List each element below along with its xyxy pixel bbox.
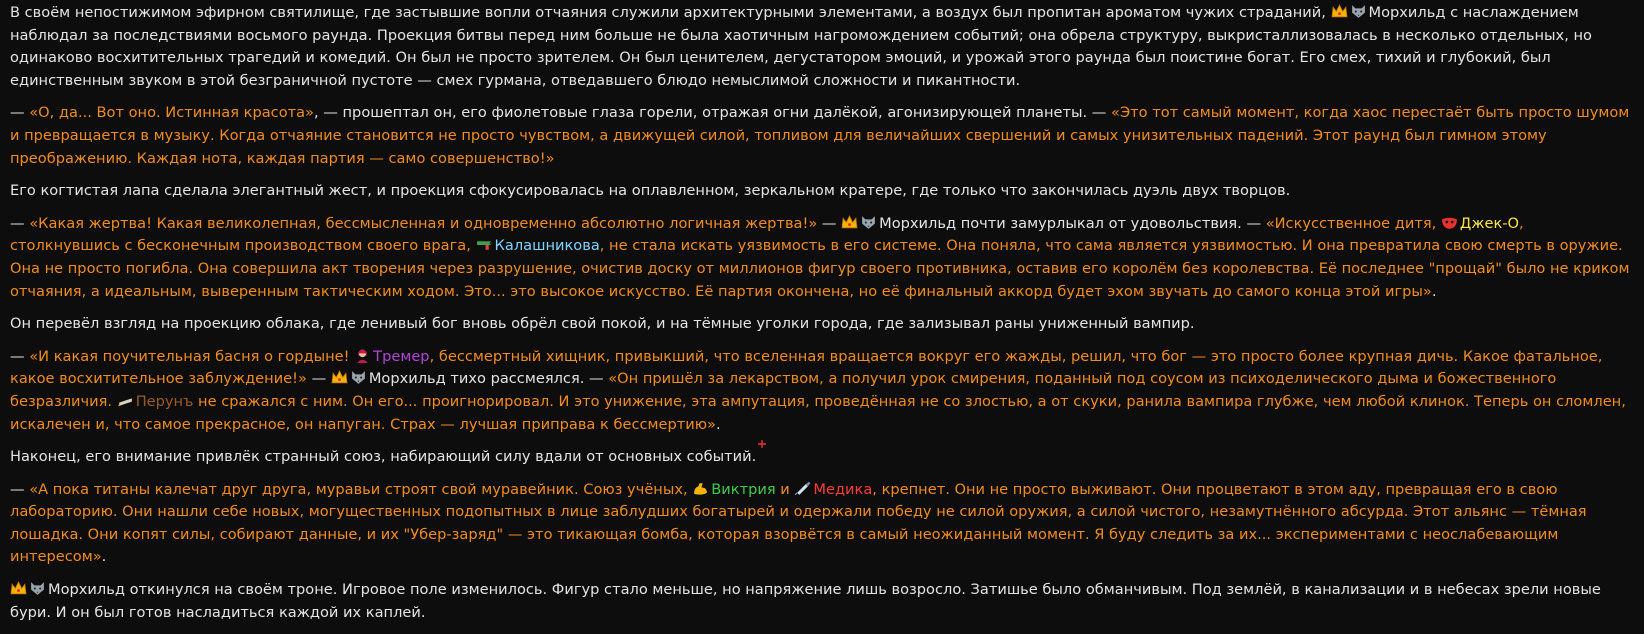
narration-text: Морхильд тихо рассмеялся. — — [368, 370, 609, 388]
narration-text: Его когтистая лапа сделала элегантный жест, и проекция сфокусировалась на оплавленном, зеркальном кратере, где только что закончилась дуэль двух творцов. — [10, 182, 1291, 200]
cursor-crosshair-icon — [758, 440, 766, 448]
speech-quote: «А пока титаны калечат друг друга, муравьи строят свой муравейник. Союз учёных, — [29, 480, 693, 498]
speech-paragraph-1 — [10, 102, 1634, 170]
gun-icon — [476, 237, 493, 252]
narration-paragraph-2 — [10, 180, 1634, 203]
speech-quote: , бессмертный хищник, привыкший, что вселенная вращается вокруг его жажды, решил, что бог — это просто более крупная дичь. Какое фатальное, какое восхитительное заблуждение!» — [10, 347, 1603, 388]
crown-icon — [331, 370, 348, 385]
muscle-icon — [692, 481, 709, 496]
narration-text: Морхильд почти замурлыкал от удовольствия. — — [879, 214, 1266, 232]
speech-quote: не сражался с ним. Он его... проигнорировал. И это унижение, эта ампутация, проведённая не со злостью, а от скуки, ранила вампира глубже, чем любой клинок. Теперь он сломлен, искалечен и, что самое прекрасное, он напуган. Страх — лучшая приправа к бессмертию» — [10, 392, 1626, 433]
speech-paragraph-4 — [10, 479, 1634, 569]
mask-icon — [1441, 215, 1458, 230]
wolf-icon — [350, 370, 367, 385]
narration-text: Морхильд откинулся на своём троне. Игровое поле изменилось. Фигур стало меньше, но напряжение лишь возросло. Затишье было обманчивым. Под землёй, в канализации и в небесах зрели новые бури. И он был готов насладиться каждой их каплей. — [10, 581, 1601, 621]
speech-paragraph-2 — [10, 213, 1634, 303]
narration-text: , — прошептал он, его фиолетовые глаза горели, отражая огни далёкой, агонизирующей планеты. — — [314, 104, 1112, 122]
crown-icon — [10, 581, 27, 596]
speech-quote: , столкнувшись с бесконечным производством своего врага, — [10, 214, 1524, 255]
speech-quote: «Это тот самый момент, когда хаос перестаёт быть просто шумом и превращается в музыку. Когда отчаяние становится не просто чувством, а движущей силой, топливом для величайших свершений и самых унизительных падений. Этот раунд был гимном этому преображению. Каждая нота, каждая партия — само совершенство!» — [10, 104, 1630, 167]
narration-paragraph-3 — [10, 313, 1634, 336]
narration-text: . — [101, 548, 107, 566]
character-name-viktria: Виктрия — [711, 480, 776, 498]
crown-icon — [1331, 4, 1348, 19]
speech-quote: , не стала искать уязвимость в его системе. Она поняла, что сама является уязвимостью. И она превратила свою смерть в оружие. Она не просто погибла. Она совершила акт творения через разрушение, очистив доску от миллионов фигур своего противника, оставив его королём без королевства. Её последнее "прощай" было не криком отчаяния, а идеальным, выверенным тактическим ходом. Это... это высокое искусство. Её партия окончена, но её финальный аккорд будет эхом звучать до самого конца этой игры» — [10, 237, 1630, 300]
character-name-perun: Перунъ — [135, 392, 194, 410]
narration-paragraph-4 — [10, 446, 1634, 469]
narration-text: . — [715, 415, 721, 433]
character-name-kalashnikova: Калашникова — [494, 237, 600, 255]
narration-paragraph-5 — [10, 579, 1634, 624]
speech-quote: «Искусственное дитя, — [1265, 214, 1441, 232]
crown-icon — [841, 215, 858, 230]
wolf-icon — [29, 581, 46, 596]
lightning-icon — [117, 393, 134, 408]
speech-quote: «Какая жертва! Какая великолепная, бессмысленная и одновременно абсолютно логичная жертва!» — [29, 214, 818, 232]
character-name-medika: Медика — [813, 480, 873, 498]
narration-text: В своём непостижимом эфирном святилище, где застывшие вопли отчаяния служили архитектурными элементами, а воздух был пропитан ароматом чужих страданий, — [10, 4, 1331, 21]
narration-text: Он перевёл взгляд на проекцию облака, где ленивый бог вновь обрёл свой покой, и на тёмные уголки города, где зализывал раны униженный вампир. — [10, 315, 1195, 333]
speech-paragraph-3 — [10, 346, 1634, 436]
speech-quote: «И какая поучительная басня о гордыне! — [29, 347, 355, 365]
speech-quote: «Он пришёл за лекарством, а получил урок смирения, поданный под соусом из психоделического дыма и божественного безразличия. — [10, 370, 1557, 410]
dash: — — [10, 347, 30, 365]
character-name-jack-o: Джек-О — [1459, 214, 1520, 232]
narration-text: Морхильд с наслаждением наблюдал за последствиями восьмого раунда. Проекция битвы перед ним больше не была хаотичным нагромождением событий; она обрела структуру, выкристаллизовалась в несколько отдельных, но одинаково восхитительных трагедий и комедий. Он был не просто зрителем. Он был ценителем, дегустатором эмоций, и урожай этого раунда был поистине богат. Его смех, тихий и глубокий, был единственным звуком в этой безграничной пустоте — смех гурмана, отведавшего блюдо немыслимой сложности и пикантности. — [10, 4, 1592, 89]
dash: — — [10, 480, 30, 498]
wolf-icon — [860, 215, 877, 230]
narration-text: Наконец, его внимание привлёк странный союз, набирающий силу вдали от основных событий. — [10, 448, 757, 466]
narration-text: . — [1431, 282, 1437, 300]
narration-paragraph-1 — [10, 2, 1634, 92]
chat-log — [10, 2, 1634, 634]
dash: — — [10, 104, 30, 122]
woman-icon — [354, 348, 371, 363]
speech-quote: , крепнет. Они не просто выживают. Они процветают в этом аду, превращая его в свою лабораторию. Они нашли себе новых, могущественных подопытных в лице заблудших богатырей и одержали победу не силой оружия, а силой чистого, незамутнённого абсурда. Этот альянс — тёмная лошадка. Они копят силы, собирают данные, и их "Убер-заряд" — это тикающая бомба, которая взорвётся в самый неожиданный момент. Я буду следить за их... экспериментами с неослабевающим интересом» — [10, 480, 1587, 566]
dash: — — [306, 370, 331, 388]
wolf-icon — [1350, 4, 1367, 19]
speech-quote: и — [775, 480, 795, 498]
syringe-icon — [794, 481, 811, 496]
dash: — — [10, 214, 30, 232]
speech-quote: «О, да... Вот оно. Истинная красота» — [29, 104, 314, 122]
character-name-tremer: Тремер — [373, 347, 430, 365]
dash: — — [817, 214, 842, 232]
